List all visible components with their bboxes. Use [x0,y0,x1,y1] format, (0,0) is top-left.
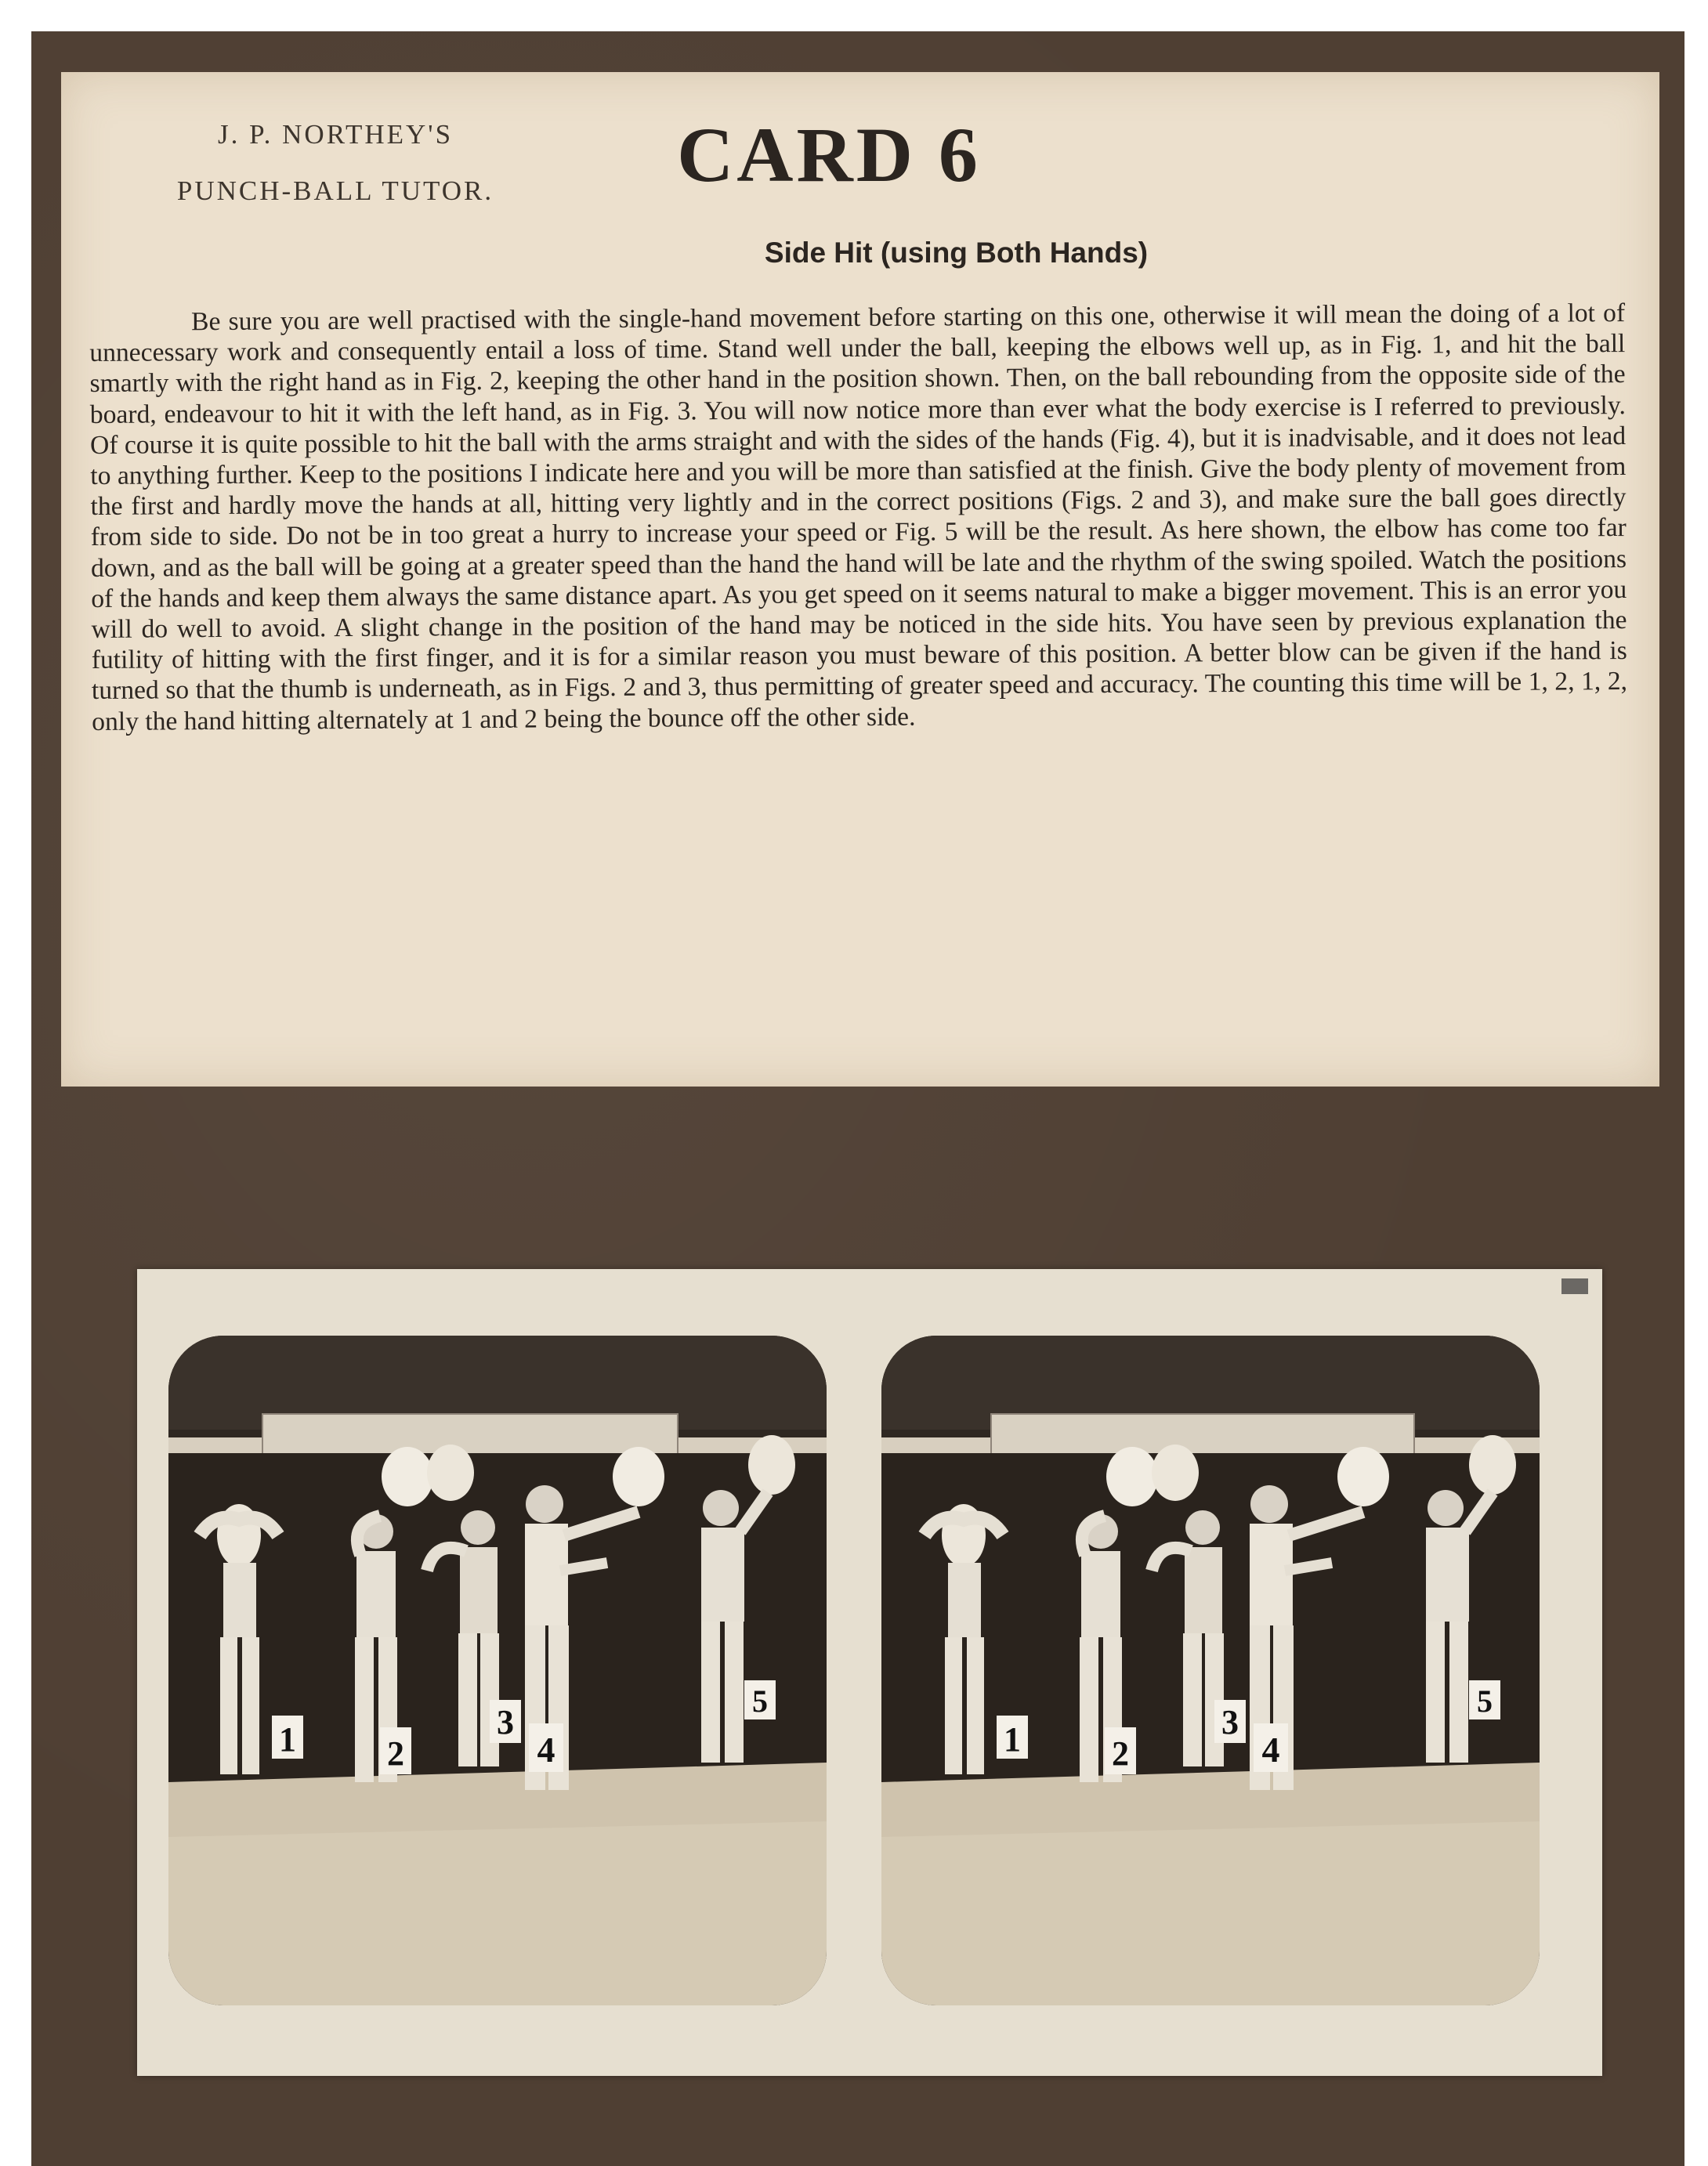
card-subtitle: Side Hit (using Both Hands) [764,237,1149,269]
publisher-name: J. P. NORTHEY'S [217,119,454,150]
corner-tab [1561,1278,1588,1294]
svg-text:1: 1 [1004,1720,1021,1759]
punch-ball-scene-left [168,1336,827,2005]
stereo-photo-right [881,1336,1540,2005]
figure-number-2: 2 [387,1734,404,1773]
card-title: CARD 6 [677,111,981,198]
figure-number-3: 3 [497,1703,514,1741]
stereo-photo-left [168,1336,827,2005]
instruction-text: Be sure you are well practised with the single-hand movement before starting on this one, otherwise it will mean the doing of a lot of unnecessary work and consequently entail a loss of time. Stand well under the ball, keeping the elbows well up, as in Fig. 1, and hit the ball smartly with the right hand as in Fig. 2, keeping the other hand in the position shown. Then, on the ball rebounding from the opposite side of the board, endeavour to hit it with the left hand, as in Fig. 3. You will now notice more than ever what the body exercise is I referred to previously. Of course it is quite possible to hit the ball with the arms straight and with the sides of the hands (Fig. 4), but it is inadvisable, and it does not lead to anything further. Keep to the positions I indicate here and you will be more than satisfied at the finish. Give the body plenty of movement from the first and hardly move the hands at all, hitting very lightly and in the correct positions (Figs. 2 and 3), and make sure the ball goes directly from side to side. Do not be in too great a hurry to increase your speed or Fig. 5 will be the result. As here shown, the elbow has come too far down, and as the ball will be going at a greater speed than the hand the hand will be late and the rhythm of the swing spoiled. Watch the positions of the hands and keep them always the same distance apart. As you get speed on it seems natural to make a bigger movement. This is an error you will do well to avoid. A slight change in the position of the hand may be noticed in the side hits. You have seen by previous explanation the futility of hitting with the first finger, and it is for a similar reason you must beware of this position. A better blow can be given if the hand is turned so that the thumb is underneath, as in Figs. 2 and 3, thus permitting of greater speed and accuracy. The counting this time will be 1, 2, 1, 2, only the hand hitting alternately at 1 and 2 being the bounce off the other side. [89,298,1628,736]
punch-ball-scene-right [881,1336,1540,2005]
svg-text:3: 3 [1221,1703,1239,1741]
stereo-photo-mount [137,1269,1602,2076]
publication-title: PUNCH-BALL TUTOR. [176,175,494,206]
figure-number-5: 5 [752,1683,768,1719]
figure-number-4: 4 [537,1730,555,1770]
svg-text:5: 5 [1477,1683,1493,1719]
figure-number-1: 1 [279,1720,296,1759]
instruction-card [61,72,1659,1087]
svg-text:2: 2 [1112,1734,1129,1773]
svg-text:4: 4 [1261,1730,1280,1770]
